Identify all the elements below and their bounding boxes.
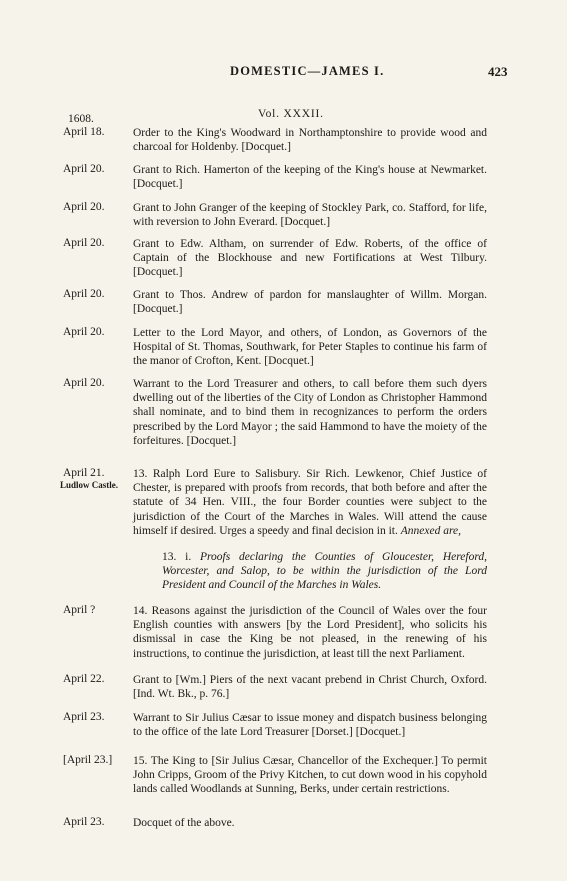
entry-text: Grant to Rich. Hamerton of the keeping of the King's house at Newmarket. [Docquet.]: [133, 164, 487, 191]
entry-date: April 20.: [63, 326, 105, 338]
entry-text: [133, 467, 487, 538]
entry-date: April 22.: [63, 673, 105, 685]
enclosure-number: 13. i.: [162, 551, 192, 563]
entry-date: [April 23.]: [63, 754, 113, 766]
entry-date: April 20.: [63, 288, 105, 300]
entry-text: Grant to [Wm.] Piers of the next vacant prebend in Christ Church, Oxford. [Ind. Wt. Bk., p. 76.]: [133, 674, 487, 701]
page-number: 423: [488, 64, 508, 79]
running-head: [0, 64, 567, 84]
entry-text: Order to the King's Woodward in Northamptonshire to provide wood and charcoal for Holdenby. [Docquet.]: [133, 127, 487, 154]
entry-text: Warrant to Sir Julius Cæsar to issue money and dispatch business belonging to the office of the late Lord Treasurer [Dorset.] [Docquet.]: [133, 712, 487, 739]
entry-text: Grant to John Granger of the keeping of Stockley Park, co. Stafford, for life, with reversion to John Everard. [Docquet.]: [133, 202, 487, 229]
running-head-title: DOMESTIC—JAMES I.: [230, 64, 385, 78]
annexed-note: Annexed are,: [400, 524, 461, 537]
entry-place: Ludlow Castle.: [60, 480, 119, 490]
entry-date: April 18.: [63, 126, 105, 138]
entry-text: 14. Reasons against the jurisdiction of the Council of Wales over the four English counties with answers [by the Lord President], who solicits his dismissal in case the King be not pleased, in the renewing of his instructions, to continue the jurisdiction, at least till the next Parliament.: [133, 605, 487, 660]
year-marginal: 1608.: [68, 113, 94, 125]
volume-heading: Vol. XXXII.: [258, 108, 324, 120]
enclosure-entry: [162, 550, 487, 593]
entry-text: 15. The King to [Sir Julius Cæsar, Chancellor of the Exchequer.] To permit John Cripps, Groom of the Privy Kitchen, to cut down wood in his copyhold lands called Woodlands at Sunning, Berks, under certain restrictions.: [133, 755, 487, 796]
entry-text: Warrant to the Lord Treasurer and others, to call before them such dyers dwelling out of the liberties of the City of London as Christopher Hammond shall nominate, and to bind them in recognizances to perform the orders prescribed by the Lord Mayor ; the said Hammond to have the moiety of the forfeitures. [Docquet.]: [133, 378, 487, 447]
entry-date: April 20.: [63, 377, 105, 389]
enclosure-text: Proofs declaring the Counties of Gloucester, Hereford, Worcester, and Salop, to be within the jurisdiction of the Lord President and Council of the Marches in Wales.: [162, 551, 487, 592]
entry-date: April 20.: [63, 163, 105, 175]
entry-date: April 21.: [63, 467, 105, 479]
entry-date: April 23.: [63, 711, 105, 723]
entry-date: April 20.: [63, 237, 105, 249]
entry-date: April ?: [63, 604, 96, 616]
entry-text: Grant to Thos. Andrew of pardon for manslaughter of Willm. Morgan. [Docquet.]: [133, 289, 487, 316]
entry-date: April 20.: [63, 201, 105, 213]
entry-body: 13. Ralph Lord Eure to Salisbury. Sir Rich. Lewkenor, Chief Justice of Chester, is prepared with proofs from records, that both before and after the statute of 34 Hen. VIII., the four Border counties were subject to the jurisdiction of the Court of the Marches in Wales. Will attend the cause himself if desired. Urges a speedy and final decision in it.: [133, 468, 487, 537]
entry-text: Grant to Edw. Altham, on surrender of Edw. Roberts, of the office of Captain of the Blockhouse and new Fortifications at West Tilbury. [Docquet.]: [133, 238, 487, 279]
entry-text: Letter to the Lord Mayor, and others, of London, as Governors of the Hospital of St. Thomas, Southwark, for Peter Staples to continue his farm of the manor of Crofton, Kent. [Docquet.]: [133, 327, 487, 368]
entry-text: Docquet of the above.: [133, 817, 235, 829]
entry-date: April 23.: [63, 816, 105, 828]
